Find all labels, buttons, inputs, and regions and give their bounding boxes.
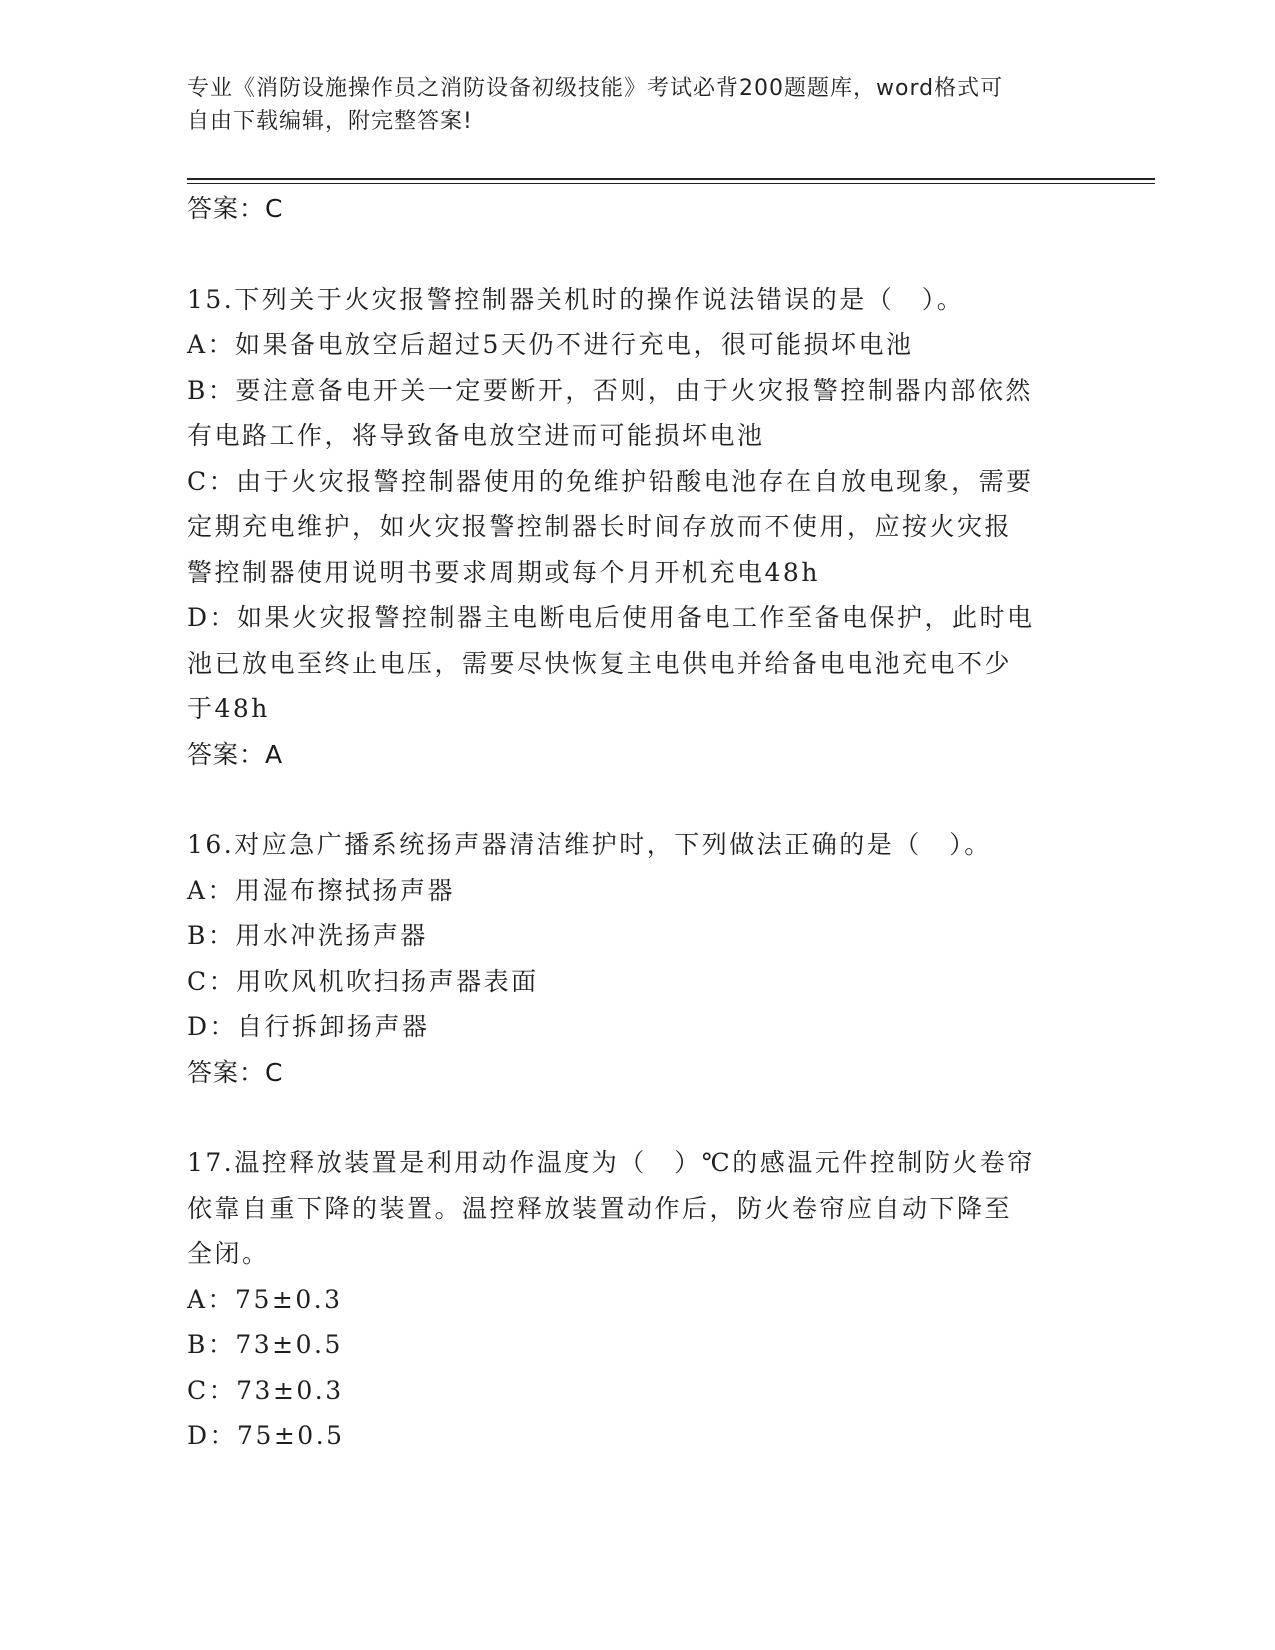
header-line-1: 专业《消防设施操作员之消防设备初级技能》考试必背200题题库，word格式可 xyxy=(187,76,1004,101)
question-15-answer: 答案：A xyxy=(187,739,284,769)
question-17-line: B：73±0.5 xyxy=(187,1330,343,1359)
question-16-line: 16.对应急广播系统扬声器清洁维护时，下列做法正确的是（ ）。 xyxy=(187,830,992,859)
previous-answer: 答案：C xyxy=(187,194,284,223)
header-rule-thick xyxy=(187,178,1155,180)
question-17-line: 17.温控释放装置是利用动作温度为（ ）℃的感温元件控制防火卷帘 xyxy=(187,1148,1035,1177)
question-15-line: 定期充电维护，如火灾报警控制器长时间存放而不使用，应按火灾报 xyxy=(187,512,1013,541)
question-15-line: B：要注意备电开关一定要断开，否则，由于火灾报警控制器内部依然 xyxy=(187,375,1033,405)
header-rule-thin xyxy=(187,183,1155,184)
question-15-line: 警控制器使用说明书要求周期或每个月开机充电48h xyxy=(187,557,820,587)
question-15-line: 有电路工作，将导致备电放空进而可能损坏电池 xyxy=(187,421,765,450)
question-16 xyxy=(187,822,1087,1095)
question-15-line: C：由于火灾报警控制器使用的免维护铅酸电池存在自放电现象，需要 xyxy=(187,466,1034,496)
document-header xyxy=(187,72,1067,138)
question-15-line: A：如果备电放空后超过5天仍不进行充电，很可能损坏电池 xyxy=(187,330,914,359)
question-16-line: D：自行拆卸扬声器 xyxy=(187,1012,430,1041)
question-16-answer: 答案：C xyxy=(187,1057,284,1087)
question-17-line: 依靠自重下降的装置。温控释放装置动作后，防火卷帘应自动下降至 xyxy=(187,1193,1013,1223)
question-17 xyxy=(187,1140,1087,1459)
question-15 xyxy=(187,277,1087,778)
question-16-line: B：用水冲洗扬声器 xyxy=(187,921,428,950)
question-15-line: 池已放电至终止电压，需要尽快恢复主电供电并给备电电池充电不少 xyxy=(187,648,1013,678)
question-16-line: A：用湿布擦拭扬声器 xyxy=(187,875,456,905)
question-16-line: C：用吹风机吹扫扬声器表面 xyxy=(187,966,539,996)
header-line-2: 自由下载编辑，附完整答案! xyxy=(187,109,473,134)
document-body xyxy=(187,186,1087,1459)
question-15-line: 于48h xyxy=(187,694,270,723)
question-17-line: A：75±0.3 xyxy=(187,1284,343,1314)
question-15-line: 15.下列关于火灾报警控制器关机时的操作说法错误的是（ ）。 xyxy=(187,284,965,314)
question-15-line: D：如果火灾报警控制器主电断电后使用备电工作至备电保护，此时电 xyxy=(187,603,1035,632)
question-17-line: C：73±0.3 xyxy=(187,1375,344,1405)
question-17-line: 全闭。 xyxy=(187,1239,270,1268)
question-17-line: D：75±0.5 xyxy=(187,1421,345,1450)
